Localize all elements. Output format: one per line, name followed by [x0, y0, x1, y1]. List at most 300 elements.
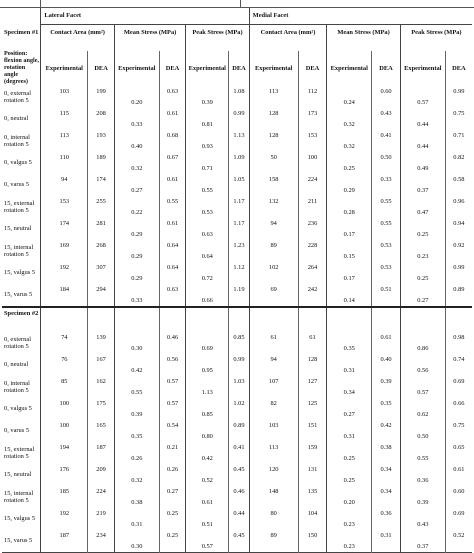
value-cell-lps-e: 0.64	[186, 240, 229, 262]
table-row	[2, 152, 472, 174]
value-cell-mms-d: 0.53	[372, 262, 401, 284]
value-cell-mps-d: 0.61	[445, 464, 472, 486]
value-cell-lca-d: 189	[88, 152, 115, 174]
position-cell: 15, external rotation 5	[4, 445, 35, 460]
value-cell-mca-d: 264	[298, 262, 327, 284]
value-cell-lms-d: 0.25	[159, 508, 186, 530]
value-cell-lca-e: 85	[41, 376, 88, 398]
value-cell-mps-e: 0.56	[400, 354, 445, 376]
value-cell-mca-d: 151	[298, 420, 327, 442]
value-cell-lca-d: 199	[88, 86, 115, 108]
blank-cell	[186, 307, 229, 332]
value-cell-mms-d: 0.38	[372, 442, 401, 464]
value-cell-mms-e: 0.23	[327, 508, 372, 530]
table-row	[2, 240, 472, 262]
medial-ca-exp-header: Experimental	[249, 51, 298, 86]
value-cell-mca-d: 211	[298, 196, 327, 218]
value-cell-mps-d: 0.66	[445, 398, 472, 420]
value-cell-lca-e: 100	[41, 420, 88, 442]
lateral-ca-exp-header: Experimental	[41, 51, 88, 86]
position-cell: 15, internal rotation 5	[4, 243, 34, 258]
value-cell-mps-d: 0.58	[445, 174, 472, 196]
value-cell-lms-e: 0.29	[114, 240, 159, 262]
blank-cell	[249, 307, 298, 332]
value-cell-lms-e: 0.40	[114, 130, 159, 152]
value-cell-mms-e: 0.29	[327, 174, 372, 196]
value-cell-mms-d: 0.31	[372, 530, 401, 553]
value-cell-lms-d: 0.68	[159, 130, 186, 152]
value-cell-lms-d: 0.55	[159, 196, 186, 218]
value-cell-lms-e: 0.29	[114, 262, 159, 284]
value-cell-lms-e: 0.35	[114, 420, 159, 442]
value-cell-lms-e: 0.32	[114, 464, 159, 486]
value-cell-lca-e: 153	[41, 196, 88, 218]
value-cell-mca-d: 112	[298, 86, 327, 108]
value-cell-lps-d: 0.44	[229, 508, 249, 530]
value-cell-mps-e: 0.57	[400, 86, 445, 108]
value-cell-mms-d: 0.34	[372, 486, 401, 508]
value-cell-mms-e: 0.34	[327, 376, 372, 398]
table-row	[2, 86, 472, 108]
value-cell-mps-d: 0.75	[445, 420, 472, 442]
medial-facet-header: Medial Facet	[249, 8, 472, 25]
position-cell: 0, external rotation 5	[4, 335, 31, 350]
value-cell-lps-d: 1.23	[229, 240, 249, 262]
value-cell-lps-e: 0.51	[186, 508, 229, 530]
value-cell-lca-d: 268	[88, 240, 115, 262]
value-cell-mca-e: 148	[249, 486, 298, 508]
value-cell-mps-e: 0.47	[400, 196, 445, 218]
value-cell-mms-e: 0.28	[327, 196, 372, 218]
position-cell: 15, valgus 5	[4, 515, 36, 523]
value-cell-lms-e: 0.30	[114, 332, 159, 354]
value-cell-mms-d: 0.39	[372, 376, 401, 398]
value-cell-mca-e: 107	[249, 376, 298, 398]
value-cell-lca-d: 294	[88, 284, 115, 307]
value-cell-mps-d: 0.74	[445, 354, 472, 376]
lateral-contact-area-header: Contact Area (mm²)	[41, 25, 115, 52]
value-cell-mca-d: 150	[298, 530, 327, 553]
table-row	[2, 486, 472, 508]
lateral-peak-stress-header: Peak Stress (MPa)	[186, 25, 249, 52]
value-cell-mms-e: 0.31	[327, 354, 372, 376]
value-cell-lms-e: 0.55	[114, 376, 159, 398]
position-cell: 0, varus 5	[4, 427, 30, 435]
value-cell-lps-d: 1.02	[229, 398, 249, 420]
position-cell: 15, neutral	[4, 471, 32, 479]
value-cell-mca-d: 224	[298, 174, 327, 196]
value-cell-mca-d: 128	[298, 354, 327, 376]
value-cell-mms-e: 0.17	[327, 218, 372, 240]
value-cell-lps-e: 0.69	[186, 332, 229, 354]
value-cell-lps-d: 1.08	[229, 86, 249, 108]
value-cell-lca-d: 187	[88, 442, 115, 464]
value-cell-mms-d: 0.60	[372, 86, 401, 108]
blank-cell	[298, 307, 327, 332]
value-cell-lms-d: 0.21	[159, 442, 186, 464]
value-cell-lms-d: 0.67	[159, 152, 186, 174]
value-cell-mca-d: 135	[298, 486, 327, 508]
value-cell-lps-d: 1.12	[229, 262, 249, 284]
metric-header-row	[2, 25, 472, 52]
value-cell-lca-e: 113	[41, 130, 88, 152]
table-header	[2, 8, 472, 86]
table-row	[2, 376, 472, 398]
value-cell-lps-d: 0.99	[229, 354, 249, 376]
position-cell: 0, valgus 5	[4, 405, 32, 413]
value-cell-lms-d: 0.57	[159, 376, 186, 398]
value-cell-mms-d: 0.55	[372, 196, 401, 218]
value-cell-lms-d: 0.54	[159, 420, 186, 442]
value-cell-lms-d: 0.64	[159, 262, 186, 284]
value-cell-mca-d: 100	[298, 152, 327, 174]
value-cell-lms-d: 0.56	[159, 354, 186, 376]
value-cell-lps-d: 1.13	[229, 130, 249, 152]
medial-ms-dea-header: DEA	[372, 51, 401, 86]
table-row	[2, 530, 472, 553]
value-cell-lps-d: 1.05	[229, 174, 249, 196]
value-cell-lca-d: 193	[88, 130, 115, 152]
value-cell-mps-e: 0.37	[400, 174, 445, 196]
value-cell-mca-e: 113	[249, 442, 298, 464]
value-cell-mms-e: 0.27	[327, 398, 372, 420]
value-cell-mca-e: 80	[249, 508, 298, 530]
position-cell: 15, external rotation 5	[4, 199, 35, 214]
value-cell-lps-e: 0.63	[186, 218, 229, 240]
value-cell-mms-d: 0.35	[372, 398, 401, 420]
value-cell-mps-e: 0.27	[400, 284, 445, 307]
value-cell-mms-d: 0.36	[372, 508, 401, 530]
lateral-ps-dea-header: DEA	[229, 51, 249, 86]
position-cell: 15, varus 5	[4, 291, 33, 299]
value-cell-mms-e: 0.25	[327, 152, 372, 174]
value-cell-mca-d: 61	[298, 332, 327, 354]
value-cell-mca-e: 69	[249, 284, 298, 307]
value-cell-lms-d: 0.26	[159, 464, 186, 486]
value-cell-mca-e: 120	[249, 464, 298, 486]
value-cell-mms-d: 0.53	[372, 240, 401, 262]
value-cell-lca-d: 165	[88, 420, 115, 442]
table-row	[2, 130, 472, 152]
value-cell-mca-e: 102	[249, 262, 298, 284]
value-cell-mca-d: 159	[298, 442, 327, 464]
value-cell-mps-d: 0.69	[445, 376, 472, 398]
value-cell-mps-e: 0.37	[400, 530, 445, 553]
lateral-ms-exp-header: Experimental	[114, 51, 159, 86]
value-cell-mps-e: 0.62	[400, 398, 445, 420]
value-cell-lca-e: 187	[41, 530, 88, 553]
value-cell-lms-e: 0.20	[114, 86, 159, 108]
value-cell-mps-e: 0.55	[400, 442, 445, 464]
value-cell-mca-e: 94	[249, 218, 298, 240]
value-cell-lca-d: 219	[88, 508, 115, 530]
value-cell-lms-d: 0.63	[159, 86, 186, 108]
value-cell-mca-e: 89	[249, 530, 298, 553]
medial-ps-exp-header: Experimental	[400, 51, 445, 86]
value-cell-lps-d: 0.99	[229, 108, 249, 130]
value-cell-lca-e: 76	[41, 354, 88, 376]
value-cell-mps-e: 0.50	[400, 420, 445, 442]
position-cell: 0, valgus 5	[4, 159, 32, 167]
blank-cell	[229, 307, 249, 332]
value-cell-lca-d: 255	[88, 196, 115, 218]
value-cell-mms-e: 0.20	[327, 486, 372, 508]
value-cell-lps-e: 0.39	[186, 86, 229, 108]
table-row	[2, 354, 472, 376]
table-row	[2, 196, 472, 218]
table-row	[2, 508, 472, 530]
value-cell-lca-e: 174	[41, 218, 88, 240]
table-row	[2, 108, 472, 130]
blank-cell	[114, 307, 159, 332]
value-cell-lms-d: 0.46	[159, 332, 186, 354]
value-cell-mps-d: 0.98	[445, 332, 472, 354]
value-cell-mca-e: 50	[249, 152, 298, 174]
value-cell-mps-e: 0.39	[400, 486, 445, 508]
value-cell-mps-e: 0.57	[400, 376, 445, 398]
value-cell-mms-e: 0.35	[327, 332, 372, 354]
blank-cell	[159, 307, 186, 332]
value-cell-lca-d: 224	[88, 486, 115, 508]
value-cell-mms-e: 0.23	[327, 530, 372, 553]
position-cell: 0, neutral	[4, 361, 29, 369]
value-cell-mms-d: 0.55	[372, 218, 401, 240]
value-cell-lca-d: 175	[88, 398, 115, 420]
position-cell: 15, valgus 5	[4, 269, 36, 277]
value-cell-lca-e: 110	[41, 152, 88, 174]
value-cell-mms-e: 0.31	[327, 420, 372, 442]
value-cell-lms-e: 0.30	[114, 530, 159, 553]
top-strip-divider	[240, 0, 241, 7]
value-cell-mms-d: 0.33	[372, 174, 401, 196]
value-cell-lca-d: 307	[88, 262, 115, 284]
value-cell-lps-d: 0.41	[229, 442, 249, 464]
value-cell-mms-e: 0.24	[327, 86, 372, 108]
value-cell-lms-e: 0.29	[114, 218, 159, 240]
value-cell-lms-d: 0.61	[159, 218, 186, 240]
value-cell-mps-e: 0.86	[400, 332, 445, 354]
value-cell-lps-e: 0.52	[186, 464, 229, 486]
value-cell-mms-d: 0.41	[372, 130, 401, 152]
value-cell-lps-d: 1.03	[229, 376, 249, 398]
value-cell-mca-d: 173	[298, 108, 327, 130]
value-cell-lca-e: 192	[41, 262, 88, 284]
value-cell-mps-d: 0.75	[445, 108, 472, 130]
table-row	[2, 284, 472, 307]
value-cell-lms-d: 0.57	[159, 398, 186, 420]
value-cell-mms-e: 0.14	[327, 284, 372, 307]
value-cell-mps-e: 0.44	[400, 108, 445, 130]
value-cell-lps-e: 0.85	[186, 398, 229, 420]
value-cell-mms-e: 0.15	[327, 240, 372, 262]
position-cell: 15, internal rotation 5	[4, 489, 34, 504]
table-row	[2, 398, 472, 420]
value-cell-mps-e: 0.49	[400, 152, 445, 174]
value-cell-lca-d: 167	[88, 354, 115, 376]
table-row	[2, 464, 472, 486]
value-cell-mps-d: 0.71	[445, 130, 472, 152]
position-cell: 0, external rotation 5	[4, 89, 31, 104]
value-cell-mps-d: 0.65	[445, 442, 472, 464]
position-cell: 15, neutral	[4, 225, 32, 233]
table-row	[2, 174, 472, 196]
value-cell-lps-d: 1.19	[229, 284, 249, 307]
value-cell-lms-d: 0.27	[159, 486, 186, 508]
value-cell-mps-e: 0.23	[400, 240, 445, 262]
value-cell-mps-d: 0.89	[445, 284, 472, 307]
value-cell-mps-d: 0.99	[445, 86, 472, 108]
value-cell-mca-e: 128	[249, 108, 298, 130]
value-cell-mca-d: 104	[298, 508, 327, 530]
value-cell-lca-d: 139	[88, 332, 115, 354]
value-cell-lms-e: 0.26	[114, 442, 159, 464]
medial-mean-stress-header: Mean Stress (MPa)	[327, 25, 401, 52]
table-row	[2, 420, 472, 442]
value-cell-mca-e: 132	[249, 196, 298, 218]
value-cell-mps-e: 0.25	[400, 218, 445, 240]
value-cell-lms-e: 0.42	[114, 354, 159, 376]
value-cell-lps-e: 0.71	[186, 152, 229, 174]
specimen-1-label: Specimen #1	[4, 28, 39, 36]
value-cell-lms-e: 0.22	[114, 196, 159, 218]
value-cell-lms-e: 0.39	[114, 398, 159, 420]
header-corner	[2, 8, 41, 25]
value-cell-mca-e: 82	[249, 398, 298, 420]
value-cell-lps-e: 0.66	[186, 284, 229, 307]
value-cell-lms-e: 0.27	[114, 174, 159, 196]
value-cell-mms-d: 0.50	[372, 152, 401, 174]
value-cell-mms-e: 0.25	[327, 464, 372, 486]
specimen-2-label: Specimen #2	[2, 307, 41, 332]
value-cell-lps-e: 0.42	[186, 442, 229, 464]
lateral-ms-dea-header: DEA	[159, 51, 186, 86]
value-cell-lms-d: 0.64	[159, 240, 186, 262]
value-cell-lps-d: 1.09	[229, 152, 249, 174]
value-cell-mca-e: 89	[249, 240, 298, 262]
value-cell-mca-d: 153	[298, 130, 327, 152]
value-cell-lms-d: 0.25	[159, 530, 186, 553]
value-cell-mms-d: 0.34	[372, 464, 401, 486]
position-label: Position: flexion angle, rotation angle (degrees)	[4, 50, 40, 85]
value-cell-mms-d: 0.40	[372, 354, 401, 376]
value-cell-lms-e: 0.33	[114, 108, 159, 130]
value-cell-mms-d: 0.61	[372, 332, 401, 354]
value-cell-mps-e: 0.44	[400, 130, 445, 152]
value-cell-mms-d: 0.51	[372, 284, 401, 307]
position-cell: 0, neutral	[4, 115, 29, 123]
value-cell-lps-e: 0.95	[186, 354, 229, 376]
value-cell-lps-d: 0.89	[229, 420, 249, 442]
value-cell-mms-e: 0.25	[327, 442, 372, 464]
value-cell-lca-d: 234	[88, 530, 115, 553]
value-cell-lps-d: 1.17	[229, 196, 249, 218]
value-cell-lca-d: 174	[88, 174, 115, 196]
position-cell: 0, internal rotation 5	[4, 133, 30, 148]
value-cell-lms-e: 0.32	[114, 152, 159, 174]
value-cell-lca-e: 94	[41, 174, 88, 196]
value-cell-lca-e: 192	[41, 508, 88, 530]
value-cell-lca-d: 209	[88, 464, 115, 486]
value-cell-mca-e: 113	[249, 86, 298, 108]
table-row	[2, 218, 472, 240]
value-cell-lca-e: 115	[41, 108, 88, 130]
value-cell-lps-d: 1.17	[229, 218, 249, 240]
table-row	[2, 442, 472, 464]
table-row	[2, 332, 472, 354]
value-cell-mms-d: 0.43	[372, 108, 401, 130]
blank-cell	[327, 307, 372, 332]
value-cell-lps-d: 0.45	[229, 464, 249, 486]
value-cell-lca-e: 185	[41, 486, 88, 508]
value-cell-lps-d: 0.85	[229, 332, 249, 354]
value-cell-lps-e: 0.57	[186, 530, 229, 553]
value-cell-lca-d: 281	[88, 218, 115, 240]
value-cell-lps-d: 0.46	[229, 486, 249, 508]
value-cell-lca-e: 103	[41, 86, 88, 108]
blank-cell	[41, 307, 88, 332]
value-cell-lms-e: 0.31	[114, 508, 159, 530]
value-cell-lms-d: 0.61	[159, 108, 186, 130]
blank-cell	[88, 307, 115, 332]
blank-cell	[445, 307, 472, 332]
position-cell: 0, internal rotation 5	[4, 379, 30, 394]
value-cell-mps-d: 0.94	[445, 218, 472, 240]
value-cell-lca-e: 74	[41, 332, 88, 354]
value-cell-lps-e: 0.81	[186, 108, 229, 130]
specimen-section-break	[2, 307, 472, 332]
value-cell-lca-e: 176	[41, 464, 88, 486]
value-cell-mca-d: 125	[298, 398, 327, 420]
medial-ps-dea-header: DEA	[445, 51, 472, 86]
top-strip-divider	[40, 0, 41, 7]
value-cell-lms-e: 0.38	[114, 486, 159, 508]
value-cell-mps-d: 0.82	[445, 152, 472, 174]
value-cell-lps-e: 1.13	[186, 376, 229, 398]
position-cell: 15, varus 5	[4, 537, 33, 545]
lateral-mean-stress-header: Mean Stress (MPa)	[114, 25, 185, 52]
value-cell-mca-d: 127	[298, 376, 327, 398]
medial-ca-dea-header: DEA	[298, 51, 327, 86]
value-cell-mps-d: 0.96	[445, 196, 472, 218]
value-cell-lca-e: 184	[41, 284, 88, 307]
value-cell-mps-d: 0.99	[445, 262, 472, 284]
value-cell-mca-d: 242	[298, 284, 327, 307]
value-cell-mps-d: 0.60	[445, 486, 472, 508]
value-cell-mca-d: 228	[298, 240, 327, 262]
value-cell-lca-e: 169	[41, 240, 88, 262]
value-cell-lps-e: 0.93	[186, 130, 229, 152]
value-cell-lps-e: 0.80	[186, 420, 229, 442]
value-cell-lms-d: 0.63	[159, 284, 186, 307]
lateral-ca-dea-header: DEA	[88, 51, 115, 86]
value-cell-mca-e: 61	[249, 332, 298, 354]
value-cell-mca-e: 158	[249, 174, 298, 196]
value-cell-mca-e: 103	[249, 420, 298, 442]
value-cell-mps-e: 0.43	[400, 508, 445, 530]
blank-cell	[400, 307, 445, 332]
value-cell-mps-d: 0.52	[445, 530, 472, 553]
value-cell-mca-e: 128	[249, 130, 298, 152]
value-cell-lps-e: 0.55	[186, 174, 229, 196]
value-cell-mca-d: 131	[298, 464, 327, 486]
value-cell-lca-e: 100	[41, 398, 88, 420]
stress-data-table	[2, 8, 472, 553]
value-cell-lps-e: 0.61	[186, 486, 229, 508]
value-cell-mms-d: 0.42	[372, 420, 401, 442]
value-cell-lps-e: 0.72	[186, 262, 229, 284]
value-cell-mps-d: 0.92	[445, 240, 472, 262]
value-cell-mps-d: 0.69	[445, 508, 472, 530]
